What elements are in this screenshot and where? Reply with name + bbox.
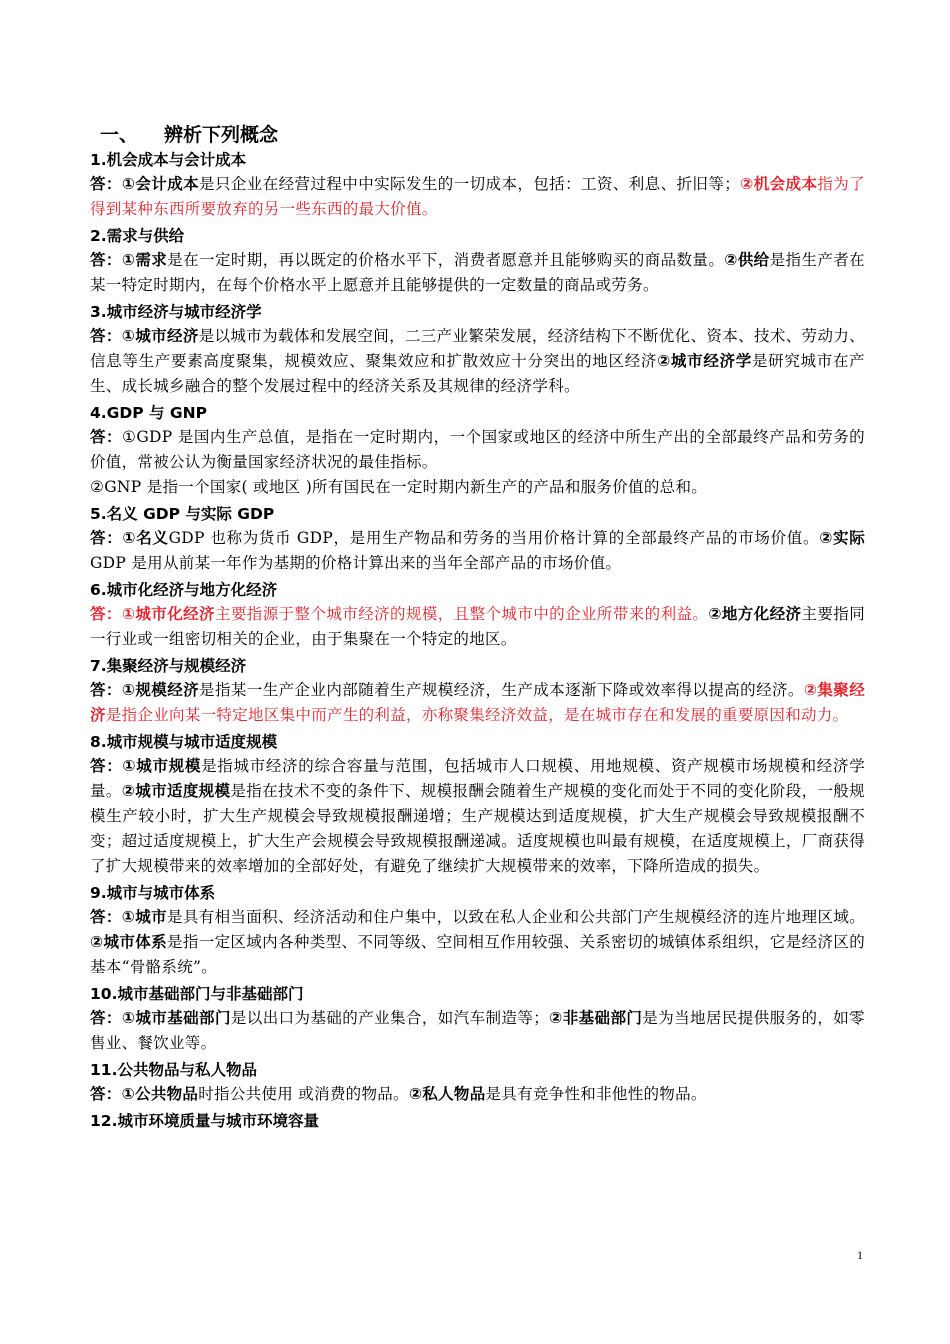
- term-highlighted: ②集聚经济: [90, 681, 866, 724]
- definition-text: 是研究城市在产生、成长城乡融合的整个发展过程中的经济关系及其规律的经济学科。: [90, 352, 865, 395]
- term: ②实际: [819, 529, 865, 547]
- question-heading: 12.城市环境质量与城市环境容量: [90, 1112, 319, 1130]
- term: ②地方化经济: [708, 605, 802, 623]
- answer-paragraph: [90, 1006, 865, 1056]
- answer-label: 答：: [90, 908, 122, 926]
- answer-paragraph: [90, 754, 865, 879]
- definition-text: 是以城市为载体和发展空间，二三产业繁荣发展，经济结构下不断优化、资本、技术、劳动力、信息等生产要素高度聚集，规模效应、聚集效应和扩散效应十分突出的地区经济: [90, 327, 865, 370]
- definition-text: 是为当地居民提供服务的，如零售业、餐饮业等。: [90, 1009, 865, 1052]
- answer-paragraph: [90, 602, 865, 652]
- question-heading: 5.名义 GDP 与实际 GDP: [90, 505, 275, 523]
- document-page: [90, 122, 865, 1133]
- definition-text-highlighted: 是指企业向某一特定地区集中而产生的利益，亦称聚集经济效益，是在城市存在和发展的重要原因和动力。: [105, 706, 849, 724]
- question-heading: 9.城市与城市体系: [90, 884, 216, 902]
- question-heading: 2.需求与供给: [90, 227, 185, 245]
- answer-label: 答：: [90, 1085, 122, 1103]
- question-heading: 7.集聚经济与规模经济: [90, 657, 247, 675]
- definition-text: 是具有竞争性和非他性的物品。: [485, 1085, 707, 1103]
- term: ②非基础部门: [549, 1009, 643, 1027]
- term: ①名义: [122, 529, 169, 547]
- definition-text: 是指生产者在某一特定时期内，在每个价格水平上愿意并且能够提供的一定数量的商品或劳务。: [90, 251, 865, 294]
- term: ①会计成本: [121, 175, 200, 193]
- answer-paragraph: [90, 248, 865, 298]
- definition-text: 是只企业在经营过程中中实际发生的一切成本，包括：工资、利息、折旧等；: [199, 175, 741, 193]
- answer-label: 答：: [90, 327, 122, 345]
- section-title: [100, 122, 865, 148]
- answer-paragraph: [90, 324, 865, 399]
- term: ①城市: [121, 908, 167, 926]
- definition-text: 是具有相当面积、经济活动和住户集中，以致在私人企业和公共部门产生规模经济的连片地理区域。: [166, 908, 865, 926]
- question-heading: 1.机会成本与会计成本: [90, 151, 247, 169]
- term: ②城市适度规模: [121, 782, 231, 800]
- term: ①城市经济: [121, 327, 199, 345]
- term: ②供给: [724, 251, 770, 269]
- answer-paragraph: [90, 1082, 865, 1107]
- answer-label: 答：: [90, 681, 122, 699]
- answer-paragraph: [90, 905, 865, 980]
- term: ①城市基础部门: [121, 1009, 231, 1027]
- definition-text: 是指某一生产企业内部随着生产规模经济，生产成本逐渐下降或效率得以提高的经济。: [199, 681, 804, 699]
- question-heading: 4.GDP 与 GNP: [90, 404, 207, 422]
- definition-text: 是指在技术不变的条件下、规模报酬会随着生产规模的变化而处于不同的变化阶段，一般规模生产较小时，扩大生产规模会导致规模报酬递增；生产规模达到适度规模，扩大生产规模会导致规模报酬不变；超过适度规模上，扩大生产会规模会导致规模报酬递减。适度规模也叫最有规模，在适度规模上，厂商获得了扩大规模带来的效率增加的全部好处，有避免了继续扩大规模带来的效率，下降所造成的损失。: [90, 782, 865, 875]
- definition-text: 是在一定时期，再以既定的价格水平下，消费者愿意并且能够购买的商品数量。: [167, 251, 725, 269]
- definition-text: GDP 是用从前某一年作为基期的价格计算出来的当年全部产品的市场价值。: [90, 554, 622, 572]
- term: ①规模经济: [121, 681, 200, 699]
- answer-paragraph: [90, 526, 865, 576]
- answer-label: 答：: [90, 1009, 122, 1027]
- answer-paragraph: [90, 425, 865, 475]
- marker: ①: [121, 428, 137, 446]
- answer-paragraph: [90, 678, 865, 728]
- term: ①公共物品: [121, 1085, 199, 1103]
- answer-paragraph: [90, 172, 865, 222]
- definition-text-highlighted: 指为了得到某种东西所要放弃的另一些东西的最大价值。: [90, 175, 866, 218]
- term: ①城市规模: [122, 757, 202, 775]
- question-heading: 10.城市基础部门与非基础部门: [90, 985, 304, 1003]
- answer-label: 答：: [90, 605, 122, 623]
- term: ②私人物品: [408, 1085, 486, 1103]
- definition-text: GDP 是国内生产总值，是指在一定时期内，一个国家或地区的经济中所生产出的全部最终产品和劳务的价值，常被公认为衡量国家经济状况的最佳指标。: [90, 428, 865, 471]
- question-heading: 6.城市化经济与地方化经济: [90, 581, 278, 599]
- definition-text: GDP 也称为货币 GDP，是用生产物品和劳务的当用价格计算的全部最终产品的市场价值。: [168, 529, 820, 547]
- definition-text: 时指公共使用 或消费的物品。: [198, 1085, 409, 1103]
- section-number: 一、: [100, 124, 139, 146]
- answer-label: 答：: [90, 175, 122, 193]
- definition-text: 是以出口为基础的产业集合，如汽车制造等；: [230, 1009, 550, 1027]
- question-heading: 8.城市规模与城市适度规模: [90, 733, 278, 751]
- answer-label: 答：: [90, 251, 122, 269]
- page-number: 1: [857, 1248, 863, 1262]
- term-highlighted: ②机会成本: [740, 175, 818, 193]
- definition-text: 是指一定区域内各种类型、不同等级、空间相互作用较强、关系密切的城镇体系组织，它是经济区的基本“骨骼系统”。: [90, 933, 866, 976]
- term: ②城市体系: [90, 933, 167, 951]
- answer-paragraph-continued: ②GNP 是指一个国家( 或地区 )所有国民在一定时期内新生产的产品和服务价值的总和。: [90, 478, 708, 496]
- answer-label: 答：: [90, 757, 123, 775]
- term: ②城市经济学: [657, 352, 752, 370]
- term: ①需求: [121, 251, 168, 269]
- question-heading: 3.城市经济与城市经济学: [90, 303, 262, 321]
- answer-label: 答：: [90, 428, 122, 446]
- definition-text-highlighted: 主要指源于整个城市经济的规模，且整个城市中的企业所带来的利益。: [214, 605, 709, 623]
- term-highlighted: ①城市化经济: [121, 605, 215, 623]
- answer-label: 答：: [90, 529, 123, 547]
- question-heading: 11.公共物品与私人物品: [90, 1061, 257, 1079]
- definition-text: 是指城市经济的综合容量与范围，包括城市人口规模、用地规模、资产规模市场规模和经济学量。: [90, 757, 865, 800]
- section-title-text: 辨析下列概念: [164, 124, 279, 146]
- definition-text: 主要指同一行业或一组密切相关的企业，由于集聚在一个特定的地区。: [90, 605, 865, 648]
